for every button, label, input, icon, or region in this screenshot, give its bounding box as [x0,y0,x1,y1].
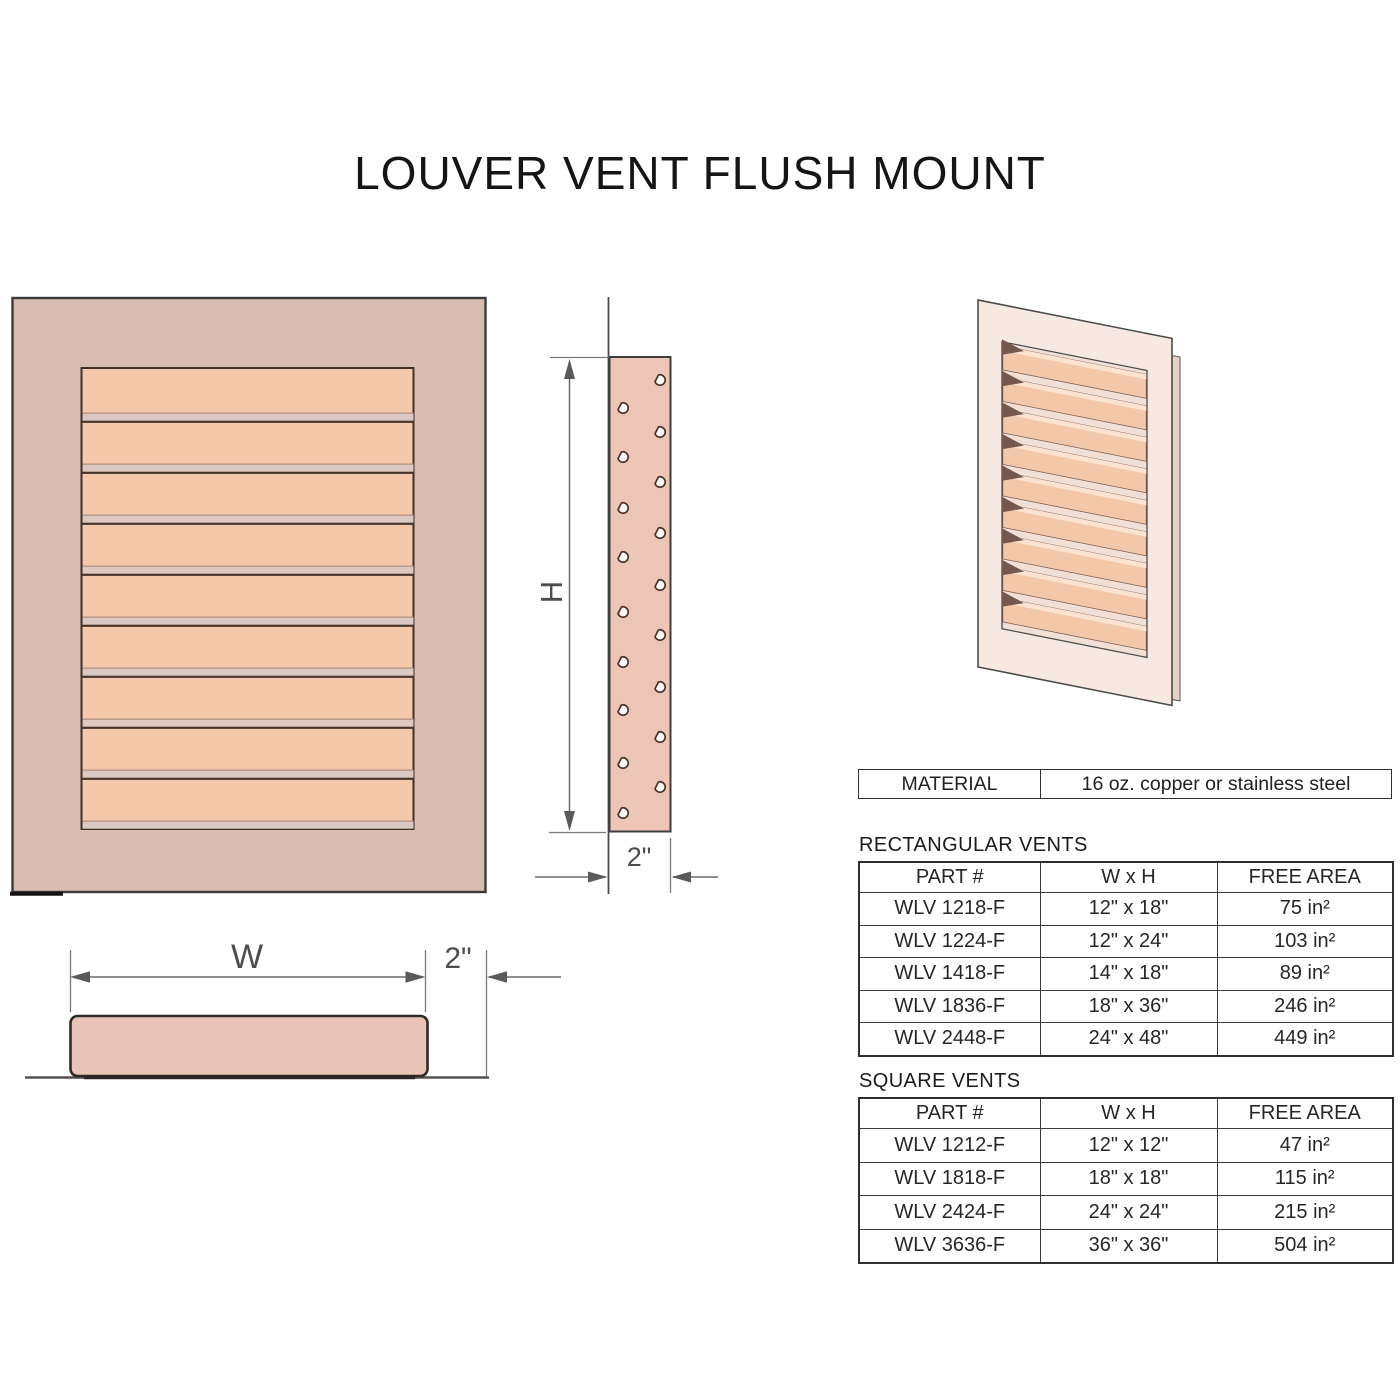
header-row [859,1098,1393,1129]
side-depth-dimension [535,838,718,893]
louver-edge-line [83,566,414,567]
table-cell: WLV 1212-F [859,1129,1040,1163]
bottom-profile-bar [71,1016,428,1076]
table-cell: 12" x 24" [1040,925,1217,958]
table-row [859,958,1393,991]
square-vents-table [858,1097,1394,1264]
depth-arrow-left-icon [672,872,692,883]
bottom-view [25,1016,489,1078]
table-cell: 18" x 18" [1040,1162,1217,1196]
perspective-view [978,300,1180,707]
louver-divider-line [83,523,414,525]
table-cell: 75 in² [1217,893,1393,926]
table-cell: 12" x 12" [1040,1129,1217,1163]
bottom-depth-dimension [444,942,561,1077]
louver-divider-line [83,574,414,576]
louver-edge-line [83,413,414,414]
table-cell: WLV 3636-F [859,1229,1040,1263]
iso-side-depth [1172,355,1180,701]
depth-arrow-right-icon [588,872,608,883]
column-header: FREE AREA [1217,1098,1393,1129]
material-value: 16 oz. copper or stainless steel [1081,772,1351,795]
louver-divider-line [83,676,414,678]
material-table [858,769,1392,799]
w-arrow-left-icon [70,971,90,982]
material-label: MATERIAL [859,770,1041,798]
header-row [859,862,1393,893]
column-header: PART # [859,1098,1040,1129]
louver-edge-line [83,668,414,669]
column-header: FREE AREA [1217,862,1393,893]
table-cell: WLV 2424-F [859,1196,1040,1230]
table-row [859,1162,1393,1196]
table-row [859,893,1393,926]
louver-edge-line [83,719,414,720]
louver-edge-line [83,770,414,771]
drawing-title: LOUVER VENT FLUSH MOUNT [354,147,1046,199]
bottom-depth-arrow-icon [487,971,507,982]
louver-edge-line [83,821,414,822]
h-arrow-down-icon [564,811,575,831]
table-cell: 47 in² [1217,1129,1393,1163]
table-row [859,1196,1393,1230]
louver-divider-line [83,421,414,423]
table-cell: WLV 1818-F [859,1162,1040,1196]
table-cell: 24" x 24" [1040,1196,1217,1230]
square-vents-heading: SQUARE VENTS [859,1070,1021,1092]
table-cell: WLV 1418-F [859,958,1040,991]
louver-edge-line [83,515,414,516]
table-cell: 215 in² [1217,1196,1393,1230]
table-cell: 14" x 18" [1040,958,1217,991]
table-cell: 504 in² [1217,1229,1393,1263]
table-row [859,1023,1393,1056]
h-dimension [534,358,609,833]
louver-divider-line [83,472,414,474]
rectangular-vents-table [858,861,1394,1057]
width-dimension-label: W [230,938,264,976]
table-cell: WLV 1224-F [859,925,1040,958]
table-cell: 36" x 36" [1040,1229,1217,1263]
louver-divider-line [83,625,414,627]
column-header: W x H [1040,862,1217,893]
bottom-depth-label: 2" [444,942,472,975]
table-cell: 103 in² [1217,925,1393,958]
front-louver-panel [82,368,414,829]
table-row [859,1229,1393,1263]
rectangular-vents-heading: RECTANGULAR VENTS [859,834,1088,856]
column-header: W x H [1040,1098,1217,1129]
side-view [609,297,671,894]
table-cell: 89 in² [1217,958,1393,991]
louver-edge-line [83,464,414,465]
table-row [859,925,1393,958]
w-arrow-right-icon [406,971,426,982]
side-depth-label: 2" [626,842,652,872]
table-cell: WLV 1836-F [859,990,1040,1023]
table-row [859,990,1393,1023]
louver-divider-line [83,727,414,729]
table-cell: 115 in² [1217,1162,1393,1196]
table-cell: 12" x 18" [1040,893,1217,926]
table-cell: 449 in² [1217,1023,1393,1056]
louver-divider-line [83,778,414,780]
table-cell: 24" x 48" [1040,1023,1217,1056]
height-dimension-label: H [534,580,569,604]
louver-edge-line [83,617,414,618]
w-dimension [70,938,426,1012]
front-view [10,298,486,894]
column-header: PART # [859,862,1040,893]
table-cell: WLV 2448-F [859,1023,1040,1056]
table-cell: 18" x 36" [1040,990,1217,1023]
table-cell: 246 in² [1217,990,1393,1023]
table-cell: WLV 1218-F [859,893,1040,926]
h-arrow-up-icon [564,359,575,379]
table-row [859,1129,1393,1163]
